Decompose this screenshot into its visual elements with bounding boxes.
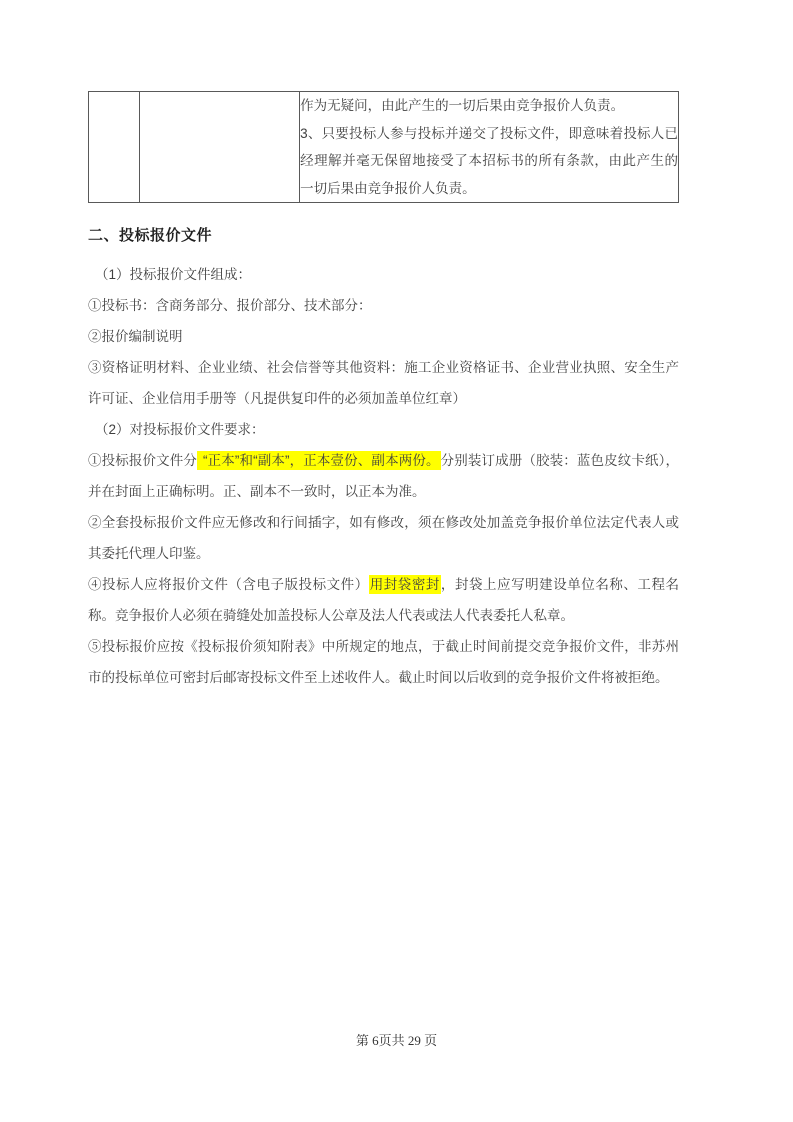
page-number-footer: 第 6页共 29 页 [355, 1033, 438, 1048]
document-content [88, 91, 679, 693]
section-heading: 二、投标报价文件 [88, 227, 213, 244]
paragraph-text: ④投标人应将报价文件（含电子版投标文件） [88, 577, 369, 592]
paragraph-text: 分别装订成册（胶装：蓝色皮纹卡纸），并在封面上正确标明。正、副本不一致时，以正本为准。 [88, 453, 680, 499]
paragraph-item-1-bid-letter: ①投标书：含商务部分、报价部分、技术部分： [88, 298, 372, 313]
paragraph-requirements-title: （2）对投标报价文件要求： [95, 422, 265, 437]
paragraph-composition-title: （1）投标报价文件组成： [95, 267, 252, 282]
paragraph-req-1-original-copies [88, 445, 679, 507]
table-cell-paragraph: 作为无疑问，由此产生的一切后果由竞争报价人负责。 [300, 98, 625, 113]
paragraph-text: ，封袋上应写明建设单位名称、工程名称。竞争报价人必须在骑缝处加盖投标人公章及法人代表或法人代表委托人私章。 [88, 577, 680, 623]
paragraph-text: ①投标报价文件分 [88, 453, 198, 468]
paragraph-item-2-pricing-notes: ②报价编制说明 [88, 329, 183, 344]
highlighted-text-original-copies: “正本”和“副本”，正本壹份、副本两份。 [197, 451, 441, 470]
paragraph-req-5-submission-location: ⑤投标报价应按《投标报价须知附表》中所规定的地点，于截止时间前提交竞争报价文件，非苏州市的投标单位可密封后邮寄投标文件至上述收件人。截止时间以后收到的竞争报价文件将被拒绝。 [88, 639, 679, 685]
paragraph-req-2-no-edits: ②全套投标报价文件应无修改和行间插字，如有修改，须在修改处加盖竞争报价单位法定代表人或其委托代理人印鉴。 [88, 515, 679, 561]
table-cell-index [89, 92, 140, 203]
table-cell-paragraph: 3、只要投标人参与投标并递交了投标文件，即意味着投标人已经理解并毫无保留地接受了本招标书的所有条款，由此产生的一切后果由竞争报价人负责。 [300, 125, 678, 196]
paragraph-item-3-qualifications: ③资格证明材料、企业业绩、社会信誉等其他资料：施工企业资格证书、企业营业执照、安全生产许可证、企业信用手册等（凡提供复印件的必须加盖单位红章） [88, 360, 679, 406]
conditions-table [88, 91, 679, 203]
table-cell-term [139, 92, 299, 203]
table-row [89, 92, 679, 203]
table-cell-description [300, 92, 679, 203]
highlighted-text-sealed: 用封袋密封 [369, 577, 440, 592]
paragraph-req-4-sealed-envelope [88, 569, 679, 631]
